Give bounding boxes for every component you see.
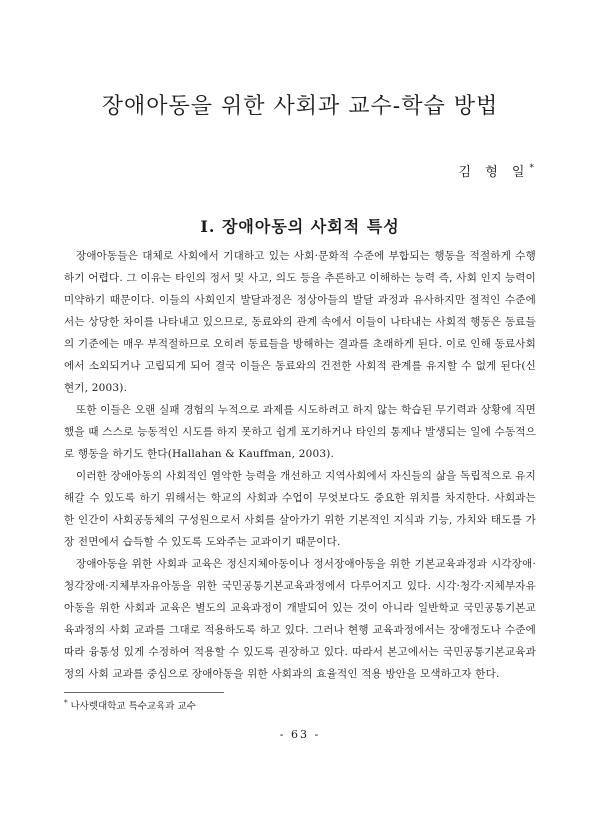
- paragraph-3: 이러한 장애아동의 사회적인 열악한 능력을 개선하고 지역사회에서 자신들의 삶을 독립적으로 유지해갈 수 있도록 하기 위해서는 학교의 사회과 수업이 무엇보다도 중요한 위치를 차지한다. 사회과는 한 인간이 사회공동체의 구성원으로서 사회를 살아가기 위한 기본적인 지식과 기능, 가치와 태도를 가장 전면에서 습득할 수 있도록 도와주는 교과이기 때문이다.: [64, 470, 536, 548]
- body-text: [64, 245, 536, 685]
- author-line: [459, 161, 534, 180]
- section-heading: Ⅰ. 장애아동의 사회적 특성: [200, 217, 400, 237]
- page-number: - 63 -: [279, 728, 321, 741]
- paper-title: 장애아동을 위한 사회과 교수-학습 방법: [101, 93, 499, 119]
- author-name: 김 형 일: [458, 165, 530, 180]
- paragraph-4: 장애아동을 위한 사회과 교육은 정신지체아동이나 정서장애아동을 위한 기본교육과정과 시각장애·청각장애·지체부자유아동을 위한 국민공통기본교육과정에서 다루어지고 있다. 시각·청각·지체부자유아동을 위한 사회과 교육은 별도의 교육과정이 개발되어 있는 것이 아니라 일반학교 국민공통기본교육과정의 사회 교과를 그대로 적용하도록 하고 있다. 그러나 현행 교육과정에서는 장애정도나 수준에 따라 융통성 있게 수정하여 적용할 수 있도록 권장하고 있다. 따라서 본고에서는 국민공통기본교육과정의 사회 교과를 중심으로 장애아동을 위한 사회과의 효율적인 적용 방안을 모색하고자 한다.: [64, 558, 536, 680]
- paragraph-2: 또한 이들은 오랜 실패 경험의 누적으로 과제를 시도하려고 하지 않는 학습된 무기력과 상황에 직면했을 때 스스로 능동적인 시도를 하지 못하고 쉽게 포기하거나 타인의 통제나 발생되는 일에 수동적으로 행동을 하기도 한다(Hallahan & Kauffman, 2003).: [64, 404, 536, 460]
- footnote-divider: [64, 692, 224, 693]
- author-footnote-mark: *: [529, 163, 534, 174]
- paragraph-1: 장애아동들은 대체로 사회에서 기대하고 있는 사회·문화적 수준에 부합되는 행동을 적절하게 수행하기 어렵다. 그 이유는 타인의 정서 및 사고, 의도 등을 추론하고 이해하는 능력 즉, 사회 인지 능력이 미약하기 때문이다. 이들의 사회인지 발달과정은 정상아들의 발달 과정과 유사하지만 절적인 수준에서는 상당한 차이를 나타내고 있으므로, 동료와의 관계 속에서 이들이 나타내는 사회적 행동은 동료들의 기준에는 매우 부적절하므로 오히려 동료들을 방해하는 결과를 초래하게 된다. 이로 인해 동료사회에서 소외되거나 고립되게 되어 결국 이들은 동료와의 건전한 사회적 관계를 유지할 수 없게 된다(신현기, 2003).: [64, 250, 536, 394]
- footnote: [64, 698, 196, 712]
- footnote-text: 나사렛대학교 특수교육과 교수: [70, 701, 196, 712]
- footnote-mark: *: [64, 698, 68, 707]
